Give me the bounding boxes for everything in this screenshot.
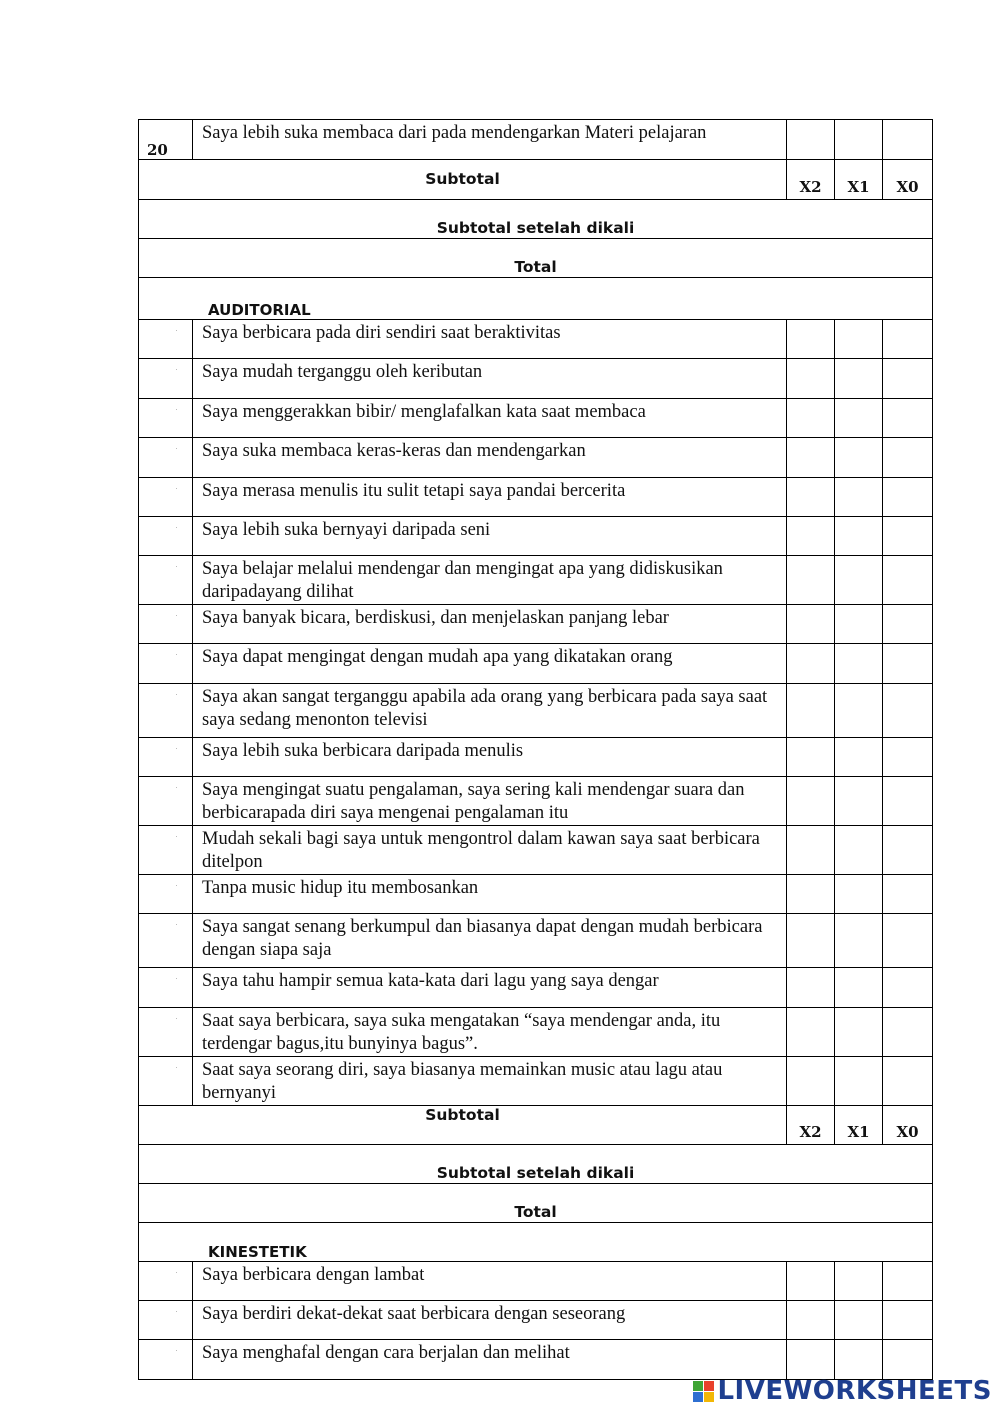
kinestetik-items [139,1262,933,1380]
auditorial-items [139,320,933,1106]
answer-box-x2[interactable] [787,968,835,1008]
item-number-cell [139,1057,193,1106]
item-number-cell [139,1008,193,1057]
watermark-text: LIVEWORKSHEETS [717,1376,992,1406]
table-row [139,914,933,968]
answer-box-x1[interactable] [835,875,883,914]
answer-box-x0[interactable] [883,684,933,738]
item-statement: Saya menghafal dengan cara berjalan dan melihat [193,1340,787,1380]
answer-box-x2[interactable] [787,478,835,517]
item-statement: Mudah sekali bagi saya untuk mengontrol dalam kawan saya saat berbicara ditelpon [193,826,787,875]
x0-label: X0 [883,160,933,200]
item-statement: Saya mengingat suatu pengalaman, saya sering kali mendengar suara dan berbicarapada diri saya mengenai pengalaman itu [193,777,787,826]
table-row [139,644,933,684]
answer-box-x2[interactable] [787,738,835,777]
item-number-cell [139,826,193,875]
table-row [139,738,933,777]
item-number-cell [139,1301,193,1340]
item-statement: Saya mudah terganggu oleh keributan [193,359,787,399]
answer-box-x1[interactable] [835,738,883,777]
subtotal-multiplied-label: Subtotal setelah dikali [139,200,933,239]
table-row [139,1057,933,1106]
x1-label: X1 [835,1106,883,1145]
item-statement: Saya banyak bicara, berdiskusi, dan menjelaskan panjang lebar [193,605,787,644]
learning-style-table [138,119,933,1380]
answer-box-x2[interactable] [787,1057,835,1106]
subtotal-multiplied-label: Subtotal setelah dikali [139,1145,933,1184]
item-number-cell [139,359,193,399]
item-statement: Saya suka membaca keras-keras dan mendengarkan [193,438,787,478]
answer-box-x2[interactable] [787,875,835,914]
item-statement: Saya dapat mengingat dengan mudah apa yang dikatakan orang [193,644,787,684]
answer-box-x2[interactable] [787,320,835,359]
item-statement: Tanpa music hidup itu membosankan [193,875,787,914]
answer-box-x0[interactable] [883,875,933,914]
table-row [139,359,933,399]
table-row [139,1008,933,1057]
item-statement: Saya berdiri dekat-dekat saat berbicara dengan seseorang [193,1301,787,1340]
answer-box-x0[interactable] [883,1057,933,1106]
answer-box-x1[interactable] [835,320,883,359]
answer-box-x2[interactable] [787,777,835,826]
item-number-cell [139,914,193,968]
subtotal-label: Subtotal [139,1106,787,1145]
answer-box-x2[interactable] [787,826,835,875]
answer-box-x2[interactable] [787,120,835,160]
table-row [139,1262,933,1301]
questionnaire-sheet [138,119,932,1380]
item-number-cell [139,438,193,478]
x0-label: X0 [883,1106,933,1145]
table-row [139,826,933,875]
answer-box-x1[interactable] [835,605,883,644]
item-number-cell [139,968,193,1008]
subtotal-multiplied-row [139,200,933,239]
item-statement: Saya berbicara dengan lambat [193,1262,787,1301]
answer-box-x0[interactable] [883,777,933,826]
answer-box-x0[interactable] [883,359,933,399]
answer-box-x1[interactable] [835,1301,883,1340]
answer-box-x1[interactable] [835,399,883,438]
answer-box-x2[interactable] [787,556,835,605]
table-row [139,968,933,1008]
item-number-cell [139,1340,193,1380]
answer-box-x0[interactable] [883,1301,933,1340]
table-row [139,399,933,438]
answer-box-x0[interactable] [883,826,933,875]
section-heading-row [139,1223,933,1262]
answer-box-x0[interactable] [883,1008,933,1057]
answer-box-x0[interactable] [883,644,933,684]
answer-box-x1[interactable] [835,478,883,517]
x2-label: X2 [787,160,835,200]
subtotal-label: Subtotal [139,160,787,200]
item-statement: Saya tahu hampir semua kata-kata dari lagu yang saya dengar [193,968,787,1008]
item-statement: Saat saya seorang diri, saya biasanya memainkan music atau lagu atau bernyanyi [193,1057,787,1106]
item-number-cell [139,1262,193,1301]
answer-box-x2[interactable] [787,684,835,738]
answer-box-x1[interactable] [835,968,883,1008]
item-number-cell [139,556,193,605]
answer-box-x1[interactable] [835,120,883,160]
item-number-cell [139,517,193,556]
total-label: Total [139,239,933,278]
answer-box-x0[interactable] [883,399,933,438]
answer-box-x0[interactable] [883,556,933,605]
answer-box-x0[interactable] [883,605,933,644]
answer-box-x2[interactable] [787,644,835,684]
answer-box-x0[interactable] [883,914,933,968]
item-number-cell [139,875,193,914]
item-number-cell [139,320,193,359]
answer-box-x2[interactable] [787,1262,835,1301]
item-number-cell [139,644,193,684]
item-statement: Saat saya berbicara, saya suka mengatakan “saya mendengar anda, itu terdengar bagus,itu bunyinya bagus”. [193,1008,787,1057]
answer-box-x2[interactable] [787,359,835,399]
table-row [139,777,933,826]
answer-box-x1[interactable] [835,359,883,399]
table-row [139,684,933,738]
table-row [139,556,933,605]
answer-box-x0[interactable] [883,438,933,478]
item-statement: Saya merasa menulis itu sulit tetapi saya pandai bercerita [193,478,787,517]
table-row [139,478,933,517]
answer-box-x1[interactable] [835,1057,883,1106]
answer-box-x1[interactable] [835,644,883,684]
item-statement: Saya lebih suka berbicara daripada menulis [193,738,787,777]
item-statement: Saya belajar melalui mendengar dan mengingat apa yang didiskusikan daripadayang dilihat [193,556,787,605]
total-row [139,1184,933,1223]
item-statement: Saya menggerakkan bibir/ menglafalkan kata saat membaca [193,399,787,438]
answer-box-x2[interactable] [787,1008,835,1057]
auditorial-heading: AUDITORIAL [139,278,933,320]
table-row [139,605,933,644]
table-row [139,517,933,556]
item-statement: Saya lebih suka membaca dari pada mendengarkan Materi pelajaran [193,120,787,160]
answer-box-x2[interactable] [787,438,835,478]
answer-box-x2[interactable] [787,605,835,644]
item-statement: Saya lebih suka bernyayi daripada seni [193,517,787,556]
item-number-cell [139,605,193,644]
answer-box-x0[interactable] [883,968,933,1008]
answer-box-x1[interactable] [835,684,883,738]
table-row [139,1340,933,1380]
answer-box-x1[interactable] [835,777,883,826]
answer-box-x1[interactable] [835,1008,883,1057]
subtotal-row [139,160,933,200]
answer-box-x0[interactable] [883,320,933,359]
answer-box-x2[interactable] [787,399,835,438]
x1-label: X1 [835,160,883,200]
subtotal-multiplied-row [139,1145,933,1184]
table-row [139,320,933,359]
item-number-cell [139,399,193,438]
item-number-cell [139,738,193,777]
answer-box-x2[interactable] [787,914,835,968]
answer-box-x0[interactable] [883,1340,933,1380]
section-heading-row [139,278,933,320]
liveworksheets-logo-icon [693,1381,714,1402]
item-number-cell [139,777,193,826]
table-row [139,1301,933,1340]
answer-box-x0[interactable] [883,1262,933,1301]
answer-box-x1[interactable] [835,517,883,556]
table-row [139,438,933,478]
answer-box-x1[interactable] [835,914,883,968]
answer-box-x1[interactable] [835,438,883,478]
answer-box-x0[interactable] [883,738,933,777]
answer-box-x0[interactable] [883,517,933,556]
item-statement: Saya akan sangat terganggu apabila ada orang yang berbicara pada saya saat saya sedang menonton televisi [193,684,787,738]
item-number-cell [139,478,193,517]
kinestetik-heading: KINESTETIK [139,1223,933,1262]
table-row [139,120,933,160]
total-row [139,239,933,278]
table-row [139,875,933,914]
x2-label: X2 [787,1106,835,1145]
answer-box-x1[interactable] [835,1340,883,1380]
answer-box-x1[interactable] [835,1262,883,1301]
answer-box-x2[interactable] [787,517,835,556]
total-label: Total [139,1184,933,1223]
item-number: 20 [139,120,193,160]
answer-box-x2[interactable] [787,1301,835,1340]
liveworksheets-watermark [693,1376,992,1406]
subtotal-row [139,1106,933,1145]
item-statement: Saya sangat senang berkumpul dan biasanya dapat dengan mudah berbicara dengan siapa saja [193,914,787,968]
answer-box-x2[interactable] [787,1340,835,1380]
item-statement: Saya berbicara pada diri sendiri saat beraktivitas [193,320,787,359]
answer-box-x1[interactable] [835,556,883,605]
answer-box-x1[interactable] [835,826,883,875]
answer-box-x0[interactable] [883,120,933,160]
answer-box-x0[interactable] [883,478,933,517]
item-number-cell [139,684,193,738]
